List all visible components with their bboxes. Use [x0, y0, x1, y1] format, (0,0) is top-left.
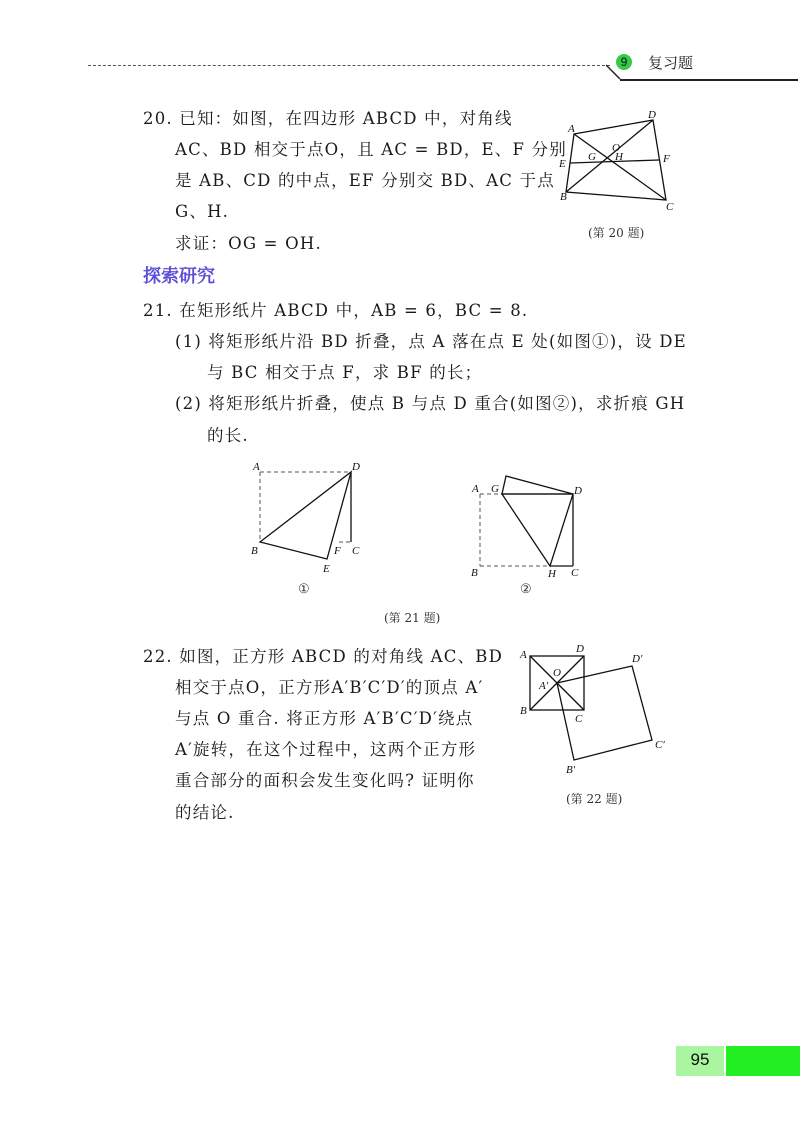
page-accent-bar: [726, 1046, 800, 1076]
page-number: 95: [690, 1050, 710, 1069]
q20-label-d: D: [648, 109, 656, 121]
q20-line-3: 是 AB、CD 的中点，EF 分别交 BD、AC 于点: [175, 171, 555, 190]
header-title: 复习题: [648, 54, 694, 72]
q21-line-1: 21. 在矩形纸片 ABCD 中，AB = 6，BC = 8.: [143, 301, 529, 320]
q21-f2-label-d: D: [574, 485, 582, 497]
q21-f1-label-c: C: [352, 545, 360, 557]
q21-f1-label-e: E: [323, 563, 330, 575]
q20-figure: [548, 102, 688, 212]
chapter-number-badge: 9: [616, 54, 632, 70]
q20-label-g: G: [588, 151, 596, 163]
q21-f1-label-f: F: [334, 545, 341, 557]
q21-figure-1: [248, 456, 368, 580]
q21-figure-2: [466, 470, 590, 582]
q21-f1-label-b: B: [251, 545, 258, 557]
q20-label-f: F: [663, 153, 670, 165]
q22-line-4: A′旋转，在这个过程中，这两个正方形: [175, 740, 477, 759]
q22-label-a-prime: A′: [539, 680, 549, 692]
q20-label-o: O: [612, 142, 620, 154]
q21-line-3: 与 BC 相交于点 F，求 BF 的长；: [207, 363, 483, 382]
q21-line-2: (1) 将矩形纸片沿 BD 折叠，点 A 落在点 E 处(如图①)，设 DE: [175, 332, 687, 351]
q20-diagonal-ac: [574, 134, 666, 200]
q21-figure-1-caption: ①: [298, 582, 310, 597]
q20-line-4: G、H.: [175, 202, 230, 221]
q21-figure-2-caption: ②: [520, 582, 532, 597]
q22-label-c: C: [575, 713, 583, 725]
q20-line-1: 20. 已知：如图，在四边形 ABCD 中，对角线: [143, 109, 513, 128]
q21-f2-label-g: G: [491, 483, 499, 495]
q21-caption: (第 21 题): [384, 611, 441, 625]
q22-label-a: A: [520, 649, 527, 661]
header-dashed-rule: [88, 65, 610, 66]
q22-line-6: 的结论.: [175, 803, 235, 822]
q22-label-b-prime: B′: [566, 764, 576, 776]
q22-square-a1b1c1d1: [557, 666, 652, 760]
header-solid-rule: [620, 79, 798, 81]
q22-figure: [510, 642, 680, 782]
q22-label-d-prime: D′: [632, 653, 643, 665]
q22-line-5: 重合部分的面积会发生变化吗? 证明你: [175, 771, 475, 790]
q22-label-d: D: [576, 643, 584, 655]
q20-label-b: B: [560, 191, 567, 203]
q20-line-5: 求证：OG = OH.: [175, 234, 322, 253]
q21-f2-label-b: B: [471, 567, 478, 579]
q22-caption: (第 22 题): [566, 792, 623, 806]
q22-line-3: 与点 O 重合. 将正方形 A′B′C′D′绕点: [175, 709, 474, 728]
q21-line-5: 的长.: [207, 426, 249, 445]
q21-line-4: (2) 将矩形纸片折叠，使点 B 与点 D 重合(如图②)，求折痕 GH: [175, 394, 686, 413]
q21-f1-label-d: D: [352, 461, 360, 473]
q22-label-c-prime: C′: [655, 739, 665, 751]
q22-label-b: B: [520, 705, 527, 717]
q20-line-2: AC、BD 相交于点O，且 AC = BD，E、F 分别: [175, 140, 567, 159]
q21-f2-label-a: A: [472, 483, 479, 495]
q21-f2-label-h: H: [548, 568, 556, 580]
q20-label-a: A: [568, 123, 575, 135]
q20-label-c: C: [666, 201, 674, 212]
q21-f2-folded-flap: [502, 476, 573, 494]
q22-label-o: O: [553, 667, 561, 679]
q20-caption: (第 20 题): [588, 226, 645, 240]
q20-label-h: H: [615, 151, 623, 163]
q21-f2-label-c: C: [571, 567, 579, 579]
q22-line-2: 相交于点O，正方形A′B′C′D′的顶点 A′: [175, 678, 484, 697]
q21-f2-fold-triangle: [502, 494, 573, 566]
q21-f1-label-a: A: [253, 461, 260, 473]
section-heading: 探索研究: [143, 266, 215, 287]
q22-line-1: 22. 如图，正方形 ABCD 的对角线 AC、BD: [143, 647, 504, 666]
q20-label-e: E: [559, 158, 566, 170]
